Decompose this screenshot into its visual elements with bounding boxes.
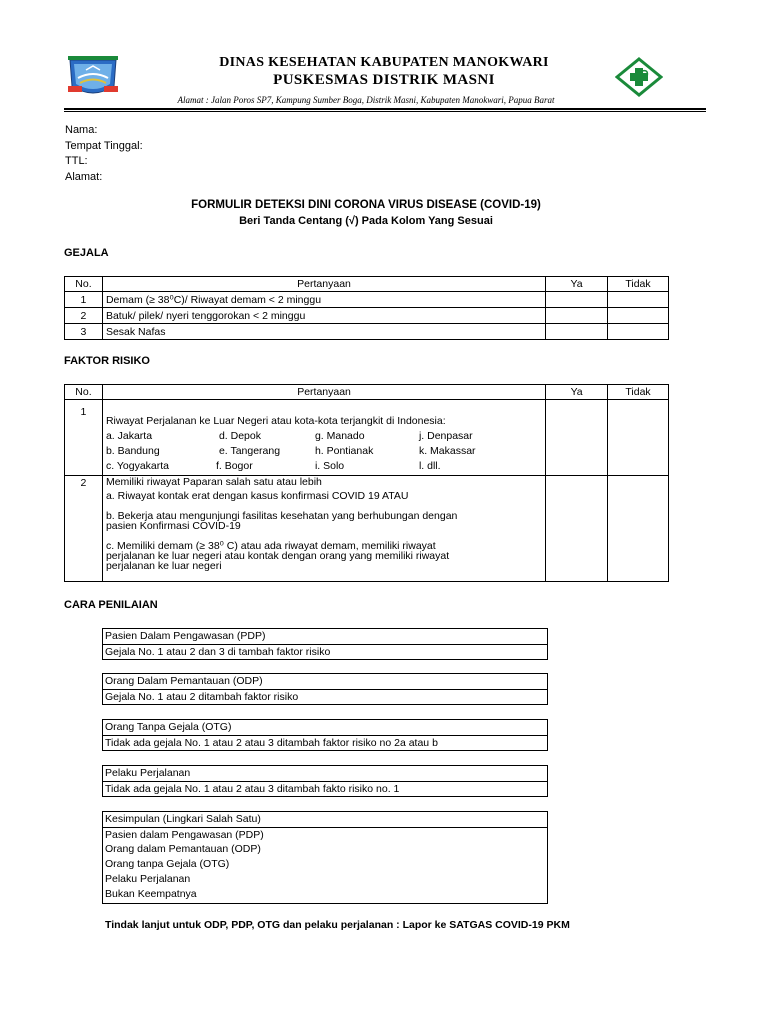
follow-up-note: Tindak lanjut untuk ODP, PDP, OTG dan pelaku perjalanan : Lapor ke SATGAS COVID-19 PKM xyxy=(105,919,570,931)
gejala-heading: GEJALA xyxy=(64,247,109,259)
odp-box xyxy=(102,673,548,705)
city: b. Bandung xyxy=(105,445,160,457)
table-row xyxy=(65,308,669,324)
penilaian-heading: CARA PENILAIAN xyxy=(64,599,158,611)
city: j. Denpasar xyxy=(418,430,473,442)
puskesmas-cross-icon xyxy=(615,57,663,97)
table-row xyxy=(65,476,669,582)
row-number: 3 xyxy=(65,324,103,340)
kesimpulan-box xyxy=(102,811,548,904)
city: c. Yogyakarta xyxy=(105,460,169,472)
row-question xyxy=(102,476,545,582)
tempat-tinggal-label: Tempat Tinggal: xyxy=(65,139,143,152)
col-yes: Ya xyxy=(546,385,608,400)
city: i. Solo xyxy=(314,460,345,472)
otg-rule: Tidak ada gejala No. 1 atau 2 atau 3 ditambah faktor risiko no 2a atau b xyxy=(103,735,547,750)
city: h. Pontianak xyxy=(314,445,374,457)
col-no-answer: Tidak xyxy=(608,277,669,292)
row-question: Sesak Nafas xyxy=(102,324,545,340)
pdp-rule: Gejala No. 1 atau 2 dan 3 di tambah faktor risiko xyxy=(103,644,547,659)
agency-name: DINAS KESEHATAN KABUPATEN MANOKWARI xyxy=(219,55,549,70)
form-title: FORMULIR DETEKSI DINI CORONA VIRUS DISEASE (COVID-19) xyxy=(191,199,541,211)
row-question xyxy=(102,400,545,476)
puskesmas-name: PUSKESMAS DISTRIK MASNI xyxy=(273,72,495,88)
ttl-label: TTL: xyxy=(65,155,88,167)
no-checkbox-cell[interactable] xyxy=(608,308,669,324)
city: e. Tangerang xyxy=(218,445,281,457)
faktor-table xyxy=(64,384,669,582)
row-question: Batuk/ pilek/ nyeri tenggorokan < 2 minggu xyxy=(102,308,545,324)
city-row xyxy=(106,429,542,444)
no-checkbox-cell[interactable] xyxy=(608,324,669,340)
kesimpulan-option-pdp[interactable]: Pasien dalam Pengawasan (PDP) xyxy=(103,827,547,842)
kesimpulan-option-bukan[interactable]: Bukan Keempatnya xyxy=(105,888,197,900)
city-row xyxy=(106,459,542,474)
city: a. Jakarta xyxy=(105,430,153,442)
identity-fields xyxy=(65,123,143,185)
exposure-c3: perjalanan ke luar negeri xyxy=(105,560,222,572)
travel-intro: Riwayat Perjalanan ke Luar Negeri atau kota-kota terjangkit di Indonesia: xyxy=(105,415,446,427)
exposure-a: a. Riwayat kontak erat dengan kasus konfirmasi COVID 19 ATAU xyxy=(105,490,409,502)
yes-checkbox-cell[interactable] xyxy=(546,324,608,340)
yes-checkbox-cell[interactable] xyxy=(546,308,608,324)
yes-checkbox-cell[interactable] xyxy=(546,476,608,582)
kesimpulan-option-odp[interactable]: Orang dalam Pemantauan (ODP) xyxy=(105,843,261,855)
col-yes: Ya xyxy=(546,277,608,292)
form-subtitle: Beri Tanda Centang (√) Pada Kolom Yang Sesuai xyxy=(239,215,493,227)
exposure-c2: perjalanan ke luar negeri atau kontak dengan orang yang memiliki riwayat xyxy=(105,550,450,562)
otg-box xyxy=(102,719,548,751)
yes-checkbox-cell[interactable] xyxy=(546,400,608,476)
no-checkbox-cell[interactable] xyxy=(608,292,669,308)
gejala-table xyxy=(64,276,669,340)
pdp-box xyxy=(102,628,548,660)
kesimpulan-title: Kesimpulan (Lingkari Salah Satu) xyxy=(105,813,261,825)
city: k. Makassar xyxy=(418,445,476,457)
table-row xyxy=(65,324,669,340)
pelaku-box xyxy=(102,765,548,797)
exposure-b2: pasien Konfirmasi COVID-19 xyxy=(105,520,241,532)
exposure-intro: Memiliki riwayat Paparan salah satu atau lebih xyxy=(105,476,322,488)
row-number: 1 xyxy=(65,400,103,476)
col-no: No. xyxy=(65,385,103,400)
nama-label: Nama: xyxy=(65,124,98,136)
city-row xyxy=(106,444,542,459)
alamat-label: Alamat: xyxy=(65,170,103,183)
city: g. Manado xyxy=(314,430,365,442)
otg-title: Orang Tanpa Gejala (OTG) xyxy=(105,721,232,733)
table-row xyxy=(65,292,669,308)
table-header-row xyxy=(65,385,669,400)
col-no: No. xyxy=(65,277,103,292)
row-question: Demam (≥ 38⁰C)/ Riwayat demam < 2 minggu xyxy=(102,292,545,308)
no-checkbox-cell[interactable] xyxy=(608,400,669,476)
col-question: Pertanyaan xyxy=(102,385,545,400)
header-divider xyxy=(64,108,706,110)
row-number: 1 xyxy=(65,292,103,308)
city: f. Bogor xyxy=(215,460,253,472)
odp-title: Orang Dalam Pemantauan (ODP) xyxy=(105,675,263,687)
pdp-title: Pasien Dalam Pengawasan (PDP) xyxy=(105,630,266,642)
faktor-heading: FAKTOR RISIKO xyxy=(64,355,150,367)
row-number: 2 xyxy=(65,308,103,324)
col-no-answer: Tidak xyxy=(608,385,669,400)
exposure-c1: c. Memiliki demam (≥ 38⁰ C) atau ada riwayat demam, memiliki riwayat xyxy=(105,540,436,552)
city: d. Depok xyxy=(218,430,261,442)
header-divider-thin xyxy=(64,111,706,112)
pelaku-rule: Tidak ada gejala No. 1 atau 2 atau 3 ditambah fakto risiko no. 1 xyxy=(103,781,547,796)
pelaku-title: Pelaku Perjalanan xyxy=(105,767,191,779)
yes-checkbox-cell[interactable] xyxy=(546,292,608,308)
table-header-row xyxy=(65,277,669,292)
table-row xyxy=(65,400,669,476)
city: l. dll. xyxy=(418,460,441,472)
exposure-b1: b. Bekerja atau mengunjungi fasilitas kesehatan yang berhubungan dengan xyxy=(105,510,458,522)
kesimpulan-option-pelaku[interactable]: Pelaku Perjalanan xyxy=(105,873,191,885)
odp-rule: Gejala No. 1 atau 2 ditambah faktor risiko xyxy=(103,689,547,704)
row-number: 2 xyxy=(65,476,103,582)
col-question: Pertanyaan xyxy=(102,277,545,292)
address: Alamat : Jalan Poros SP7, Kampung Sumber Boga, Distrik Masni, Kabupaten Manokwari, Papua Barat xyxy=(177,95,555,105)
no-checkbox-cell[interactable] xyxy=(608,476,669,582)
kesimpulan-option-otg[interactable]: Orang tanpa Gejala (OTG) xyxy=(105,858,230,870)
